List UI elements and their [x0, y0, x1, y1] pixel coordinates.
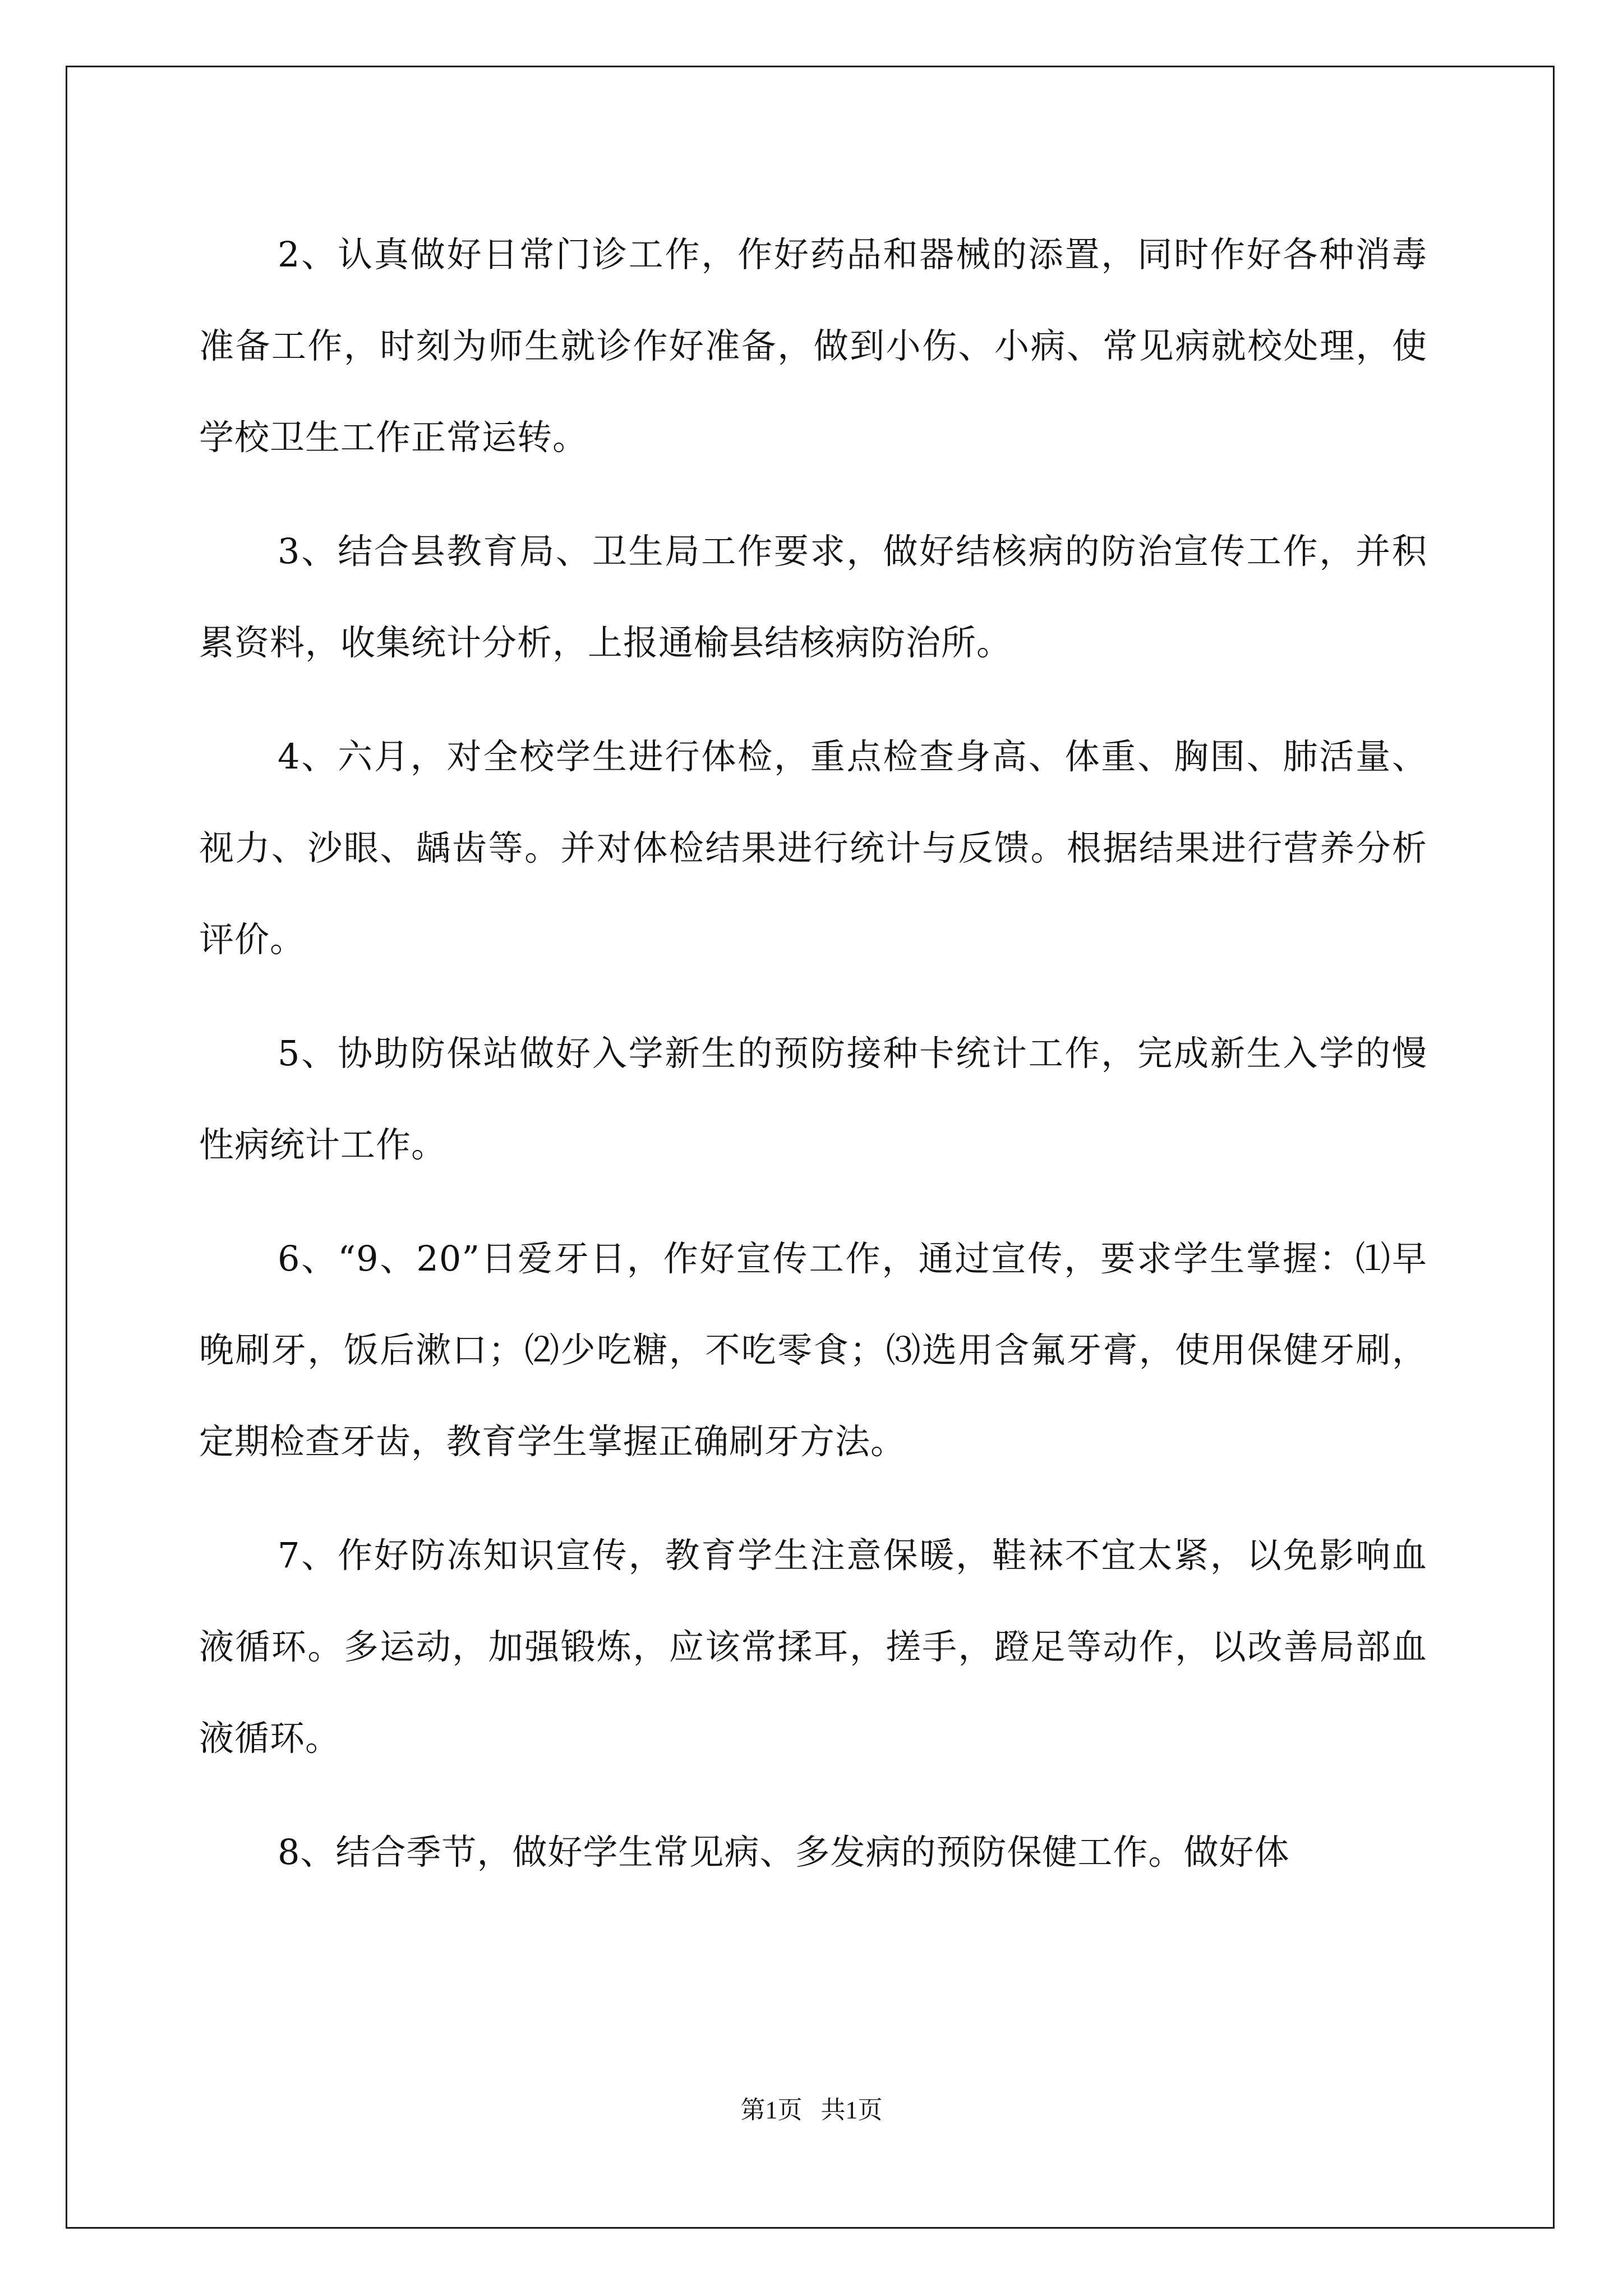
paragraph-item-6: 6、“9、20”日爱牙日，作好宣传工作，通过宣传，要求学生掌握：⑴早晚刷牙，饭后漱口；⑵少吃糖，不吃零食；⑶选用含氟牙膏，使用保健牙刷，定期检查牙齿，教育学生掌握正确刷牙方法。 [199, 1238, 1427, 1462]
page-number-footer: 第1页 共1页 [740, 2096, 883, 2124]
paragraph-item-8: 8、结合季节，做好学生常见病、多发病的预防保健工作。做好体 [278, 1832, 1290, 1872]
paragraph-item-3: 3、结合县教育局、卫生局工作要求，做好结核病的防治宣传工作，并积累资料，收集统计分析，上报通榆县结核病防治所。 [199, 531, 1427, 663]
document-body [199, 209, 1427, 1920]
paragraph-item-7: 7、作好防冻知识宣传，教育学生注意保暖，鞋袜不宜太紧，以免影响血液循环。多运动，加强锻炼，应该常揉耳，搓手，蹬足等动作，以改善局部血液循环。 [199, 1535, 1427, 1759]
paragraph-item-5: 5、协助防保站做好入学新生的预防接种卡统计工作，完成新生入学的慢性病统计工作。 [199, 1033, 1427, 1165]
paragraph-item-2: 2、认真做好日常门诊工作，作好药品和器械的添置，同时作好各种消毒准备工作，时刻为师生就诊作好准备，做到小伤、小病、常见病就校处理，使学校卫生工作正常运转。 [199, 234, 1427, 458]
paragraph-item-4: 4、六月，对全校学生进行体检，重点检查身高、体重、胸围、肺活量、视力、沙眼、龋齿等。并对体检结果进行统计与反馈。根据结果进行营养分析评价。 [199, 736, 1427, 960]
